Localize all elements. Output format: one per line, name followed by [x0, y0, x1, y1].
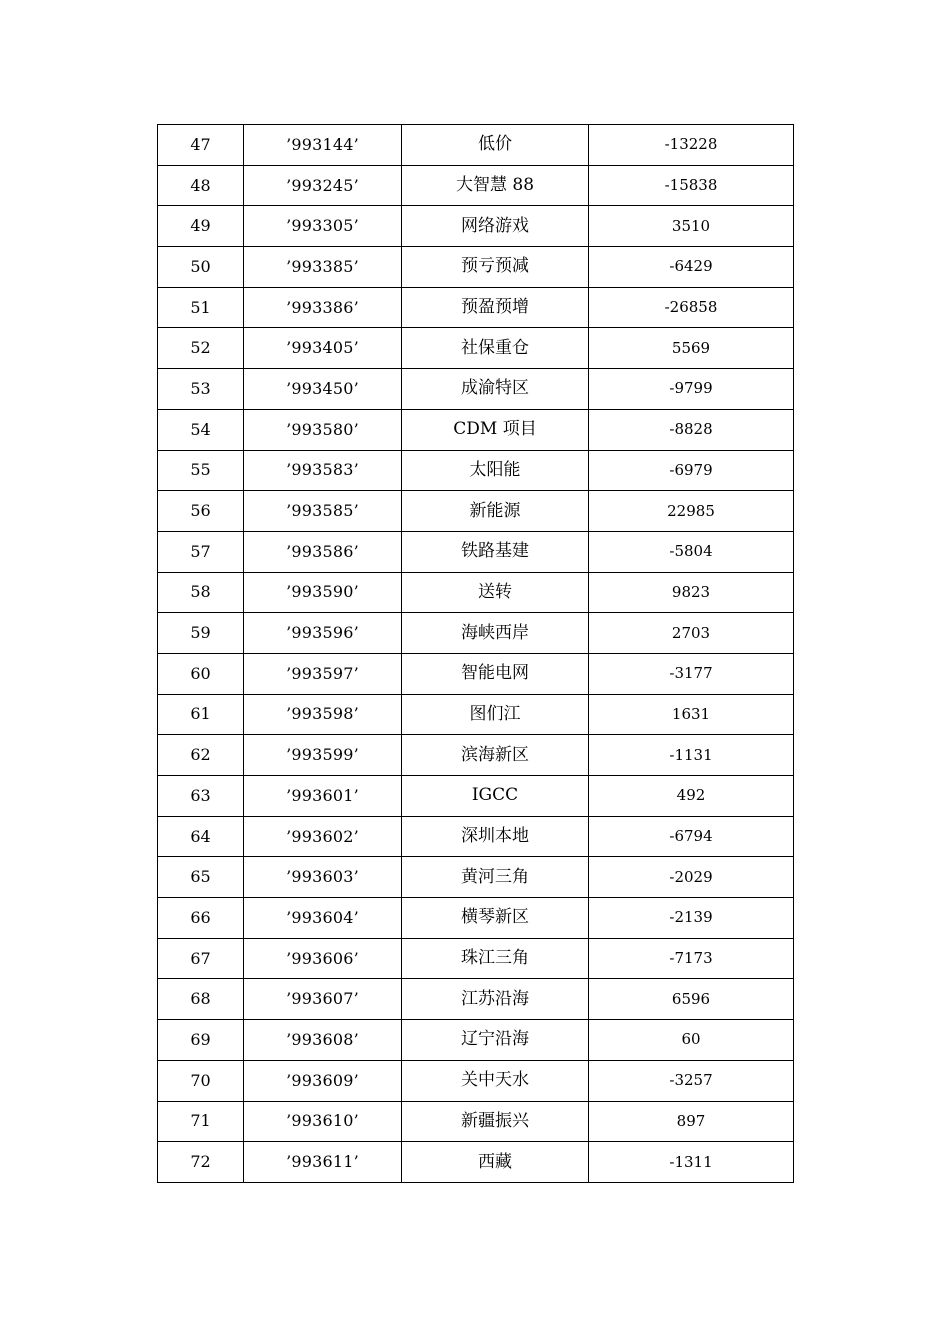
table-row — [158, 735, 794, 776]
row-name-cell: 辽宁沿海 — [402, 1020, 589, 1061]
row-name-cell: 图们江 — [402, 694, 589, 735]
row-code-cell: ’993590’ — [244, 572, 402, 613]
row-name-cell: 送转 — [402, 572, 589, 613]
row-number-cell: 57 — [158, 531, 244, 572]
table-row — [158, 776, 794, 817]
row-value-cell: -8828 — [589, 409, 794, 450]
row-name-cell: 珠江三角 — [402, 938, 589, 979]
row-code-cell: ’993405’ — [244, 328, 402, 369]
row-name-cell: 新疆振兴 — [402, 1101, 589, 1142]
row-code-cell: ’993599’ — [244, 735, 402, 776]
row-value-cell: -7173 — [589, 938, 794, 979]
row-name-cell: 低价 — [402, 125, 589, 166]
row-code-cell: ’993607’ — [244, 979, 402, 1020]
row-value-cell: -5804 — [589, 531, 794, 572]
table-row — [158, 328, 794, 369]
row-name-cell: 社保重仓 — [402, 328, 589, 369]
table-row — [158, 857, 794, 898]
table-row — [158, 409, 794, 450]
table-row — [158, 938, 794, 979]
row-number-cell: 49 — [158, 206, 244, 247]
table-row — [158, 287, 794, 328]
row-value-cell: -26858 — [589, 287, 794, 328]
row-number-cell: 58 — [158, 572, 244, 613]
table-row — [158, 1020, 794, 1061]
table-row — [158, 125, 794, 166]
row-name-cell: 西藏 — [402, 1142, 589, 1183]
row-code-cell: ’993608’ — [244, 1020, 402, 1061]
row-number-cell: 64 — [158, 816, 244, 857]
row-code-cell: ’993583’ — [244, 450, 402, 491]
row-value-cell: 2703 — [589, 613, 794, 654]
row-name-cell: 网络游戏 — [402, 206, 589, 247]
row-number-cell: 59 — [158, 613, 244, 654]
row-value-cell: 22985 — [589, 491, 794, 532]
row-name-cell: 江苏沿海 — [402, 979, 589, 1020]
table-row — [158, 247, 794, 288]
row-number-cell: 65 — [158, 857, 244, 898]
row-code-cell: ’993609’ — [244, 1060, 402, 1101]
row-value-cell: -9799 — [589, 369, 794, 410]
row-code-cell: ’993602’ — [244, 816, 402, 857]
row-code-cell: ’993305’ — [244, 206, 402, 247]
row-name-cell: 关中天水 — [402, 1060, 589, 1101]
table-row — [158, 206, 794, 247]
row-name-cell: 新能源 — [402, 491, 589, 532]
row-number-cell: 60 — [158, 653, 244, 694]
table-row — [158, 450, 794, 491]
table-row — [158, 1101, 794, 1142]
row-value-cell: 1631 — [589, 694, 794, 735]
table-row — [158, 531, 794, 572]
table-row — [158, 165, 794, 206]
row-code-cell: ’993596’ — [244, 613, 402, 654]
row-value-cell: -6794 — [589, 816, 794, 857]
row-value-cell: 5569 — [589, 328, 794, 369]
row-number-cell: 54 — [158, 409, 244, 450]
data-table — [157, 124, 794, 1183]
row-number-cell: 71 — [158, 1101, 244, 1142]
row-code-cell: ’993386’ — [244, 287, 402, 328]
row-number-cell: 47 — [158, 125, 244, 166]
row-value-cell: -3257 — [589, 1060, 794, 1101]
row-number-cell: 53 — [158, 369, 244, 410]
table-row — [158, 369, 794, 410]
row-name-cell: CDM 项目 — [402, 409, 589, 450]
table-body — [158, 125, 794, 1183]
row-code-cell: ’993586’ — [244, 531, 402, 572]
row-code-cell: ’993603’ — [244, 857, 402, 898]
row-code-cell: ’993601’ — [244, 776, 402, 817]
table-row — [158, 491, 794, 532]
row-value-cell: 9823 — [589, 572, 794, 613]
row-code-cell: ’993604’ — [244, 898, 402, 939]
row-name-cell: 成渝特区 — [402, 369, 589, 410]
row-number-cell: 51 — [158, 287, 244, 328]
row-code-cell: ’993144’ — [244, 125, 402, 166]
row-number-cell: 48 — [158, 165, 244, 206]
row-name-cell: 深圳本地 — [402, 816, 589, 857]
row-code-cell: ’993585’ — [244, 491, 402, 532]
row-name-cell: 横琴新区 — [402, 898, 589, 939]
table-row — [158, 694, 794, 735]
row-value-cell: -6429 — [589, 247, 794, 288]
row-value-cell: 60 — [589, 1020, 794, 1061]
row-code-cell: ’993245’ — [244, 165, 402, 206]
row-code-cell: ’993385’ — [244, 247, 402, 288]
table-row — [158, 1060, 794, 1101]
row-name-cell: 预盈预增 — [402, 287, 589, 328]
row-value-cell: -2029 — [589, 857, 794, 898]
row-value-cell: -2139 — [589, 898, 794, 939]
row-number-cell: 61 — [158, 694, 244, 735]
row-name-cell: 智能电网 — [402, 653, 589, 694]
row-number-cell: 66 — [158, 898, 244, 939]
row-code-cell: ’993450’ — [244, 369, 402, 410]
row-name-cell: 预亏预减 — [402, 247, 589, 288]
row-code-cell: ’993606’ — [244, 938, 402, 979]
row-value-cell: -6979 — [589, 450, 794, 491]
row-number-cell: 69 — [158, 1020, 244, 1061]
row-value-cell: -3177 — [589, 653, 794, 694]
table-row — [158, 1142, 794, 1183]
row-number-cell: 62 — [158, 735, 244, 776]
row-number-cell: 52 — [158, 328, 244, 369]
row-code-cell: ’993611’ — [244, 1142, 402, 1183]
row-number-cell: 72 — [158, 1142, 244, 1183]
row-value-cell: -1311 — [589, 1142, 794, 1183]
row-value-cell: 492 — [589, 776, 794, 817]
row-code-cell: ’993598’ — [244, 694, 402, 735]
table-row — [158, 979, 794, 1020]
row-number-cell: 55 — [158, 450, 244, 491]
row-name-cell: 铁路基建 — [402, 531, 589, 572]
row-code-cell: ’993597’ — [244, 653, 402, 694]
row-code-cell: ’993580’ — [244, 409, 402, 450]
table-row — [158, 816, 794, 857]
row-name-cell: 滨海新区 — [402, 735, 589, 776]
row-name-cell: IGCC — [402, 776, 589, 817]
row-name-cell: 太阳能 — [402, 450, 589, 491]
row-value-cell: -15838 — [589, 165, 794, 206]
row-name-cell: 黄河三角 — [402, 857, 589, 898]
row-name-cell: 海峡西岸 — [402, 613, 589, 654]
table-row — [158, 572, 794, 613]
row-value-cell: 6596 — [589, 979, 794, 1020]
row-value-cell: 897 — [589, 1101, 794, 1142]
row-number-cell: 50 — [158, 247, 244, 288]
table-row — [158, 898, 794, 939]
row-number-cell: 67 — [158, 938, 244, 979]
table-row — [158, 613, 794, 654]
row-value-cell: 3510 — [589, 206, 794, 247]
row-number-cell: 56 — [158, 491, 244, 532]
row-number-cell: 68 — [158, 979, 244, 1020]
row-value-cell: -13228 — [589, 125, 794, 166]
row-code-cell: ’993610’ — [244, 1101, 402, 1142]
table-row — [158, 653, 794, 694]
row-name-cell: 大智慧 88 — [402, 165, 589, 206]
row-number-cell: 70 — [158, 1060, 244, 1101]
row-number-cell: 63 — [158, 776, 244, 817]
row-value-cell: -1131 — [589, 735, 794, 776]
